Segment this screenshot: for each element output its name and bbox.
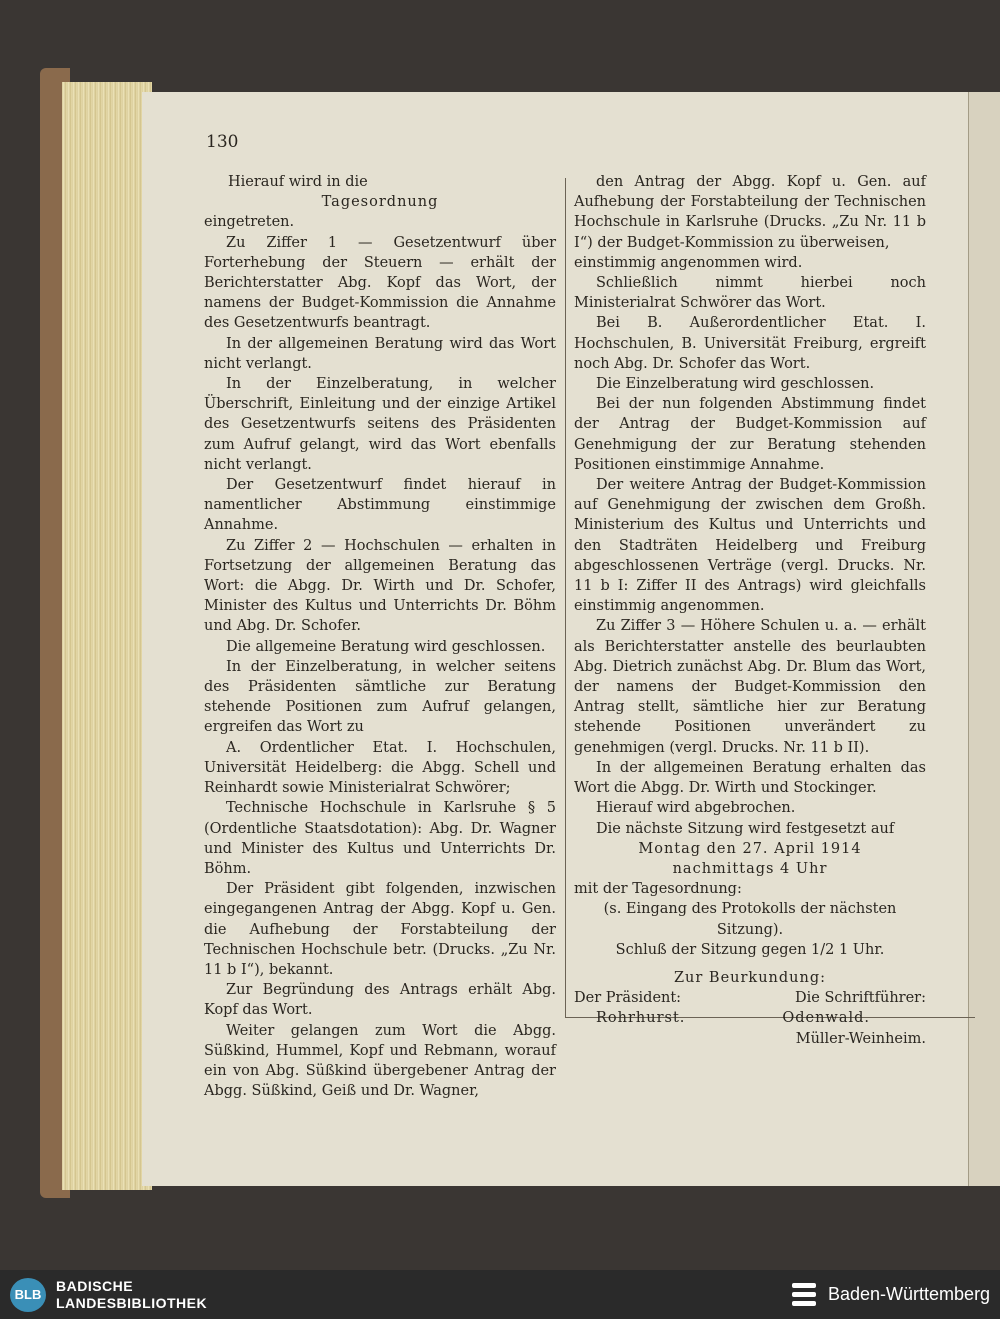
paragraph: Hierauf wird in die (228, 174, 368, 190)
blb-logo[interactable]: BLB (10, 1278, 46, 1312)
footer-bar (0, 1270, 1000, 1319)
column-divider (565, 178, 566, 1018)
paragraph: Der weitere Antrag der Budget-Kommission auf Genehmigung der zwischen dem Großh. Ministerium des Kultus und Unterrichts und den Stadträten Heidelberg und Freiburg abgeschlossenen Verträge (vergl. Drucks. Nr. 11 b I: Ziffer II des Antrags) wird gleichfalls einstimmig angenommen. (574, 477, 926, 615)
paragraph: In der allgemeinen Beratung wird das Wort nicht verlangt. (204, 335, 556, 372)
paragraph: A. Ordentlicher Etat. I. Hochschulen, Universität Heidelberg: die Abgg. Schell und Reinhardt sowie Ministerialrat Schwörer; (204, 739, 556, 797)
secretary-name-1: Odenwald. (782, 1010, 870, 1027)
paragraph: Weiter gelangen zum Wort die Abgg. Süßkind, Hummel, Kopf und Rebmann, worauf ein von Abg. Süßkind übergebener Antrag der Abgg. Süßkind, Geiß und Dr. Wagner, (204, 1022, 556, 1100)
facing-page-edge (968, 92, 1000, 1186)
paragraph: (s. Eingang des Protokolls der nächsten Sitzung). (603, 901, 897, 938)
paragraph: In der Einzelberatung, in welcher seitens des Präsidenten sämtliche zur Beratung stehende Positionen zum Aufruf gelangen, ergreifen das Wort zu (204, 658, 556, 736)
paragraph: Zu Ziffer 2 — Hochschulen — erhalten in Fortsetzung der allgemeinen Beratung das Wort: die Abgg. Dr. Wirth und Dr. Schofer, Minister des Kultus und Unterrichts Dr. Böhm und Abg. Dr. Schofer. (204, 537, 556, 635)
paragraph: eingetreten. (204, 214, 295, 231)
paragraph: Die Einzelberatung wird geschlossen. (596, 376, 875, 393)
paragraph: In der Einzelberatung, in welcher Überschrift, Einleitung und der einzige Artikel des Gesetzentwurfs seitens des Präsidenten zum Aufruf gelangt, wird das Wort ebenfalls nicht verlangt. (204, 376, 556, 473)
page-edges (62, 82, 152, 1190)
paragraph: den Antrag der Abgg. Kopf u. Gen. auf Aufhebung der Forstabteilung der Technischen Hochschule in Karlsruhe (Drucks. „Zu Nr. 11 b I“) der Budget-Kommission zu überweisen, (574, 174, 926, 251)
paragraph: Schließlich nimmt hierbei noch Ministerialrat Schwörer das Wort. (574, 275, 926, 312)
paragraph: Zu Ziffer 1 — Gesetzentwurf über Forterhebung der Steuern — erhält der Berichterstatter Abg. Kopf das Wort, der namens der Budget-Kommission die Annahme des Gesetzentwurfs beantragt. (204, 234, 556, 332)
paragraph: Die nächste Sitzung wird festgesetzt auf (596, 820, 895, 837)
signature-titles (574, 988, 926, 1008)
library-name-line1: BADISCHE (56, 1278, 134, 1294)
paragraph: mit der Tagesordnung: (574, 881, 742, 898)
paragraph: Hierauf wird abgebrochen. (596, 800, 796, 817)
library-name[interactable] (56, 1278, 207, 1312)
next-session-date: Montag den 27. April 1914 (638, 840, 862, 857)
state-name[interactable]: Baden-Württemberg (828, 1284, 991, 1304)
president-title: Der Präsident: (574, 990, 682, 1007)
secretary-name-2: Müller-Weinheim. (795, 1030, 926, 1047)
secretaries-title: Die Schriftführer: (795, 990, 926, 1007)
session-close: Schluß der Sitzung gegen 1/2 1 Uhr. (615, 941, 885, 958)
paragraph: Der Präsident gibt folgenden, inzwischen eingegangenen Antrag der Abgg. Kopf u. Gen. die Aufhebung der Forstabteilung der Technischen Hochschule betr. (Drucks. „Zu Nr. 11 b I“), bekannt. (204, 881, 556, 978)
left-column (204, 172, 556, 1101)
paragraph: Technische Hochschule in Karlsruhe § 5 (Ordentliche Staatsdotation): Abg. Dr. Wagner und Minister des Kultus und Unterrichts Dr. Böhm. (204, 800, 556, 877)
president-name: Rohrhurst. (596, 1010, 686, 1027)
paragraph: Bei der nun folgenden Abstimmung findet der Antrag der Budget-Kommission auf Genehmigung der zur Beratung stehenden Positionen einstimmige Annahme. (574, 396, 926, 473)
paragraph: In der allgemeinen Beratung erhalten das Wort die Abgg. Dr. Wirth und Stockinger. (574, 759, 926, 797)
signature-names (574, 1008, 926, 1028)
right-column (574, 172, 926, 1049)
paragraph: Bei B. Außerordentlicher Etat. I. Hochschulen, B. Universität Freiburg, ergreift noch Abg. Dr. Schofer das Wort. (574, 315, 926, 372)
library-name-line2: LANDESBIBLIOTHEK (56, 1295, 208, 1311)
paragraph: Zu Ziffer 3 — Höhere Schulen u. a. — erhält als Berichterstatter anstelle des beurlaubten Abg. Dietrich zunächst Abg. Dr. Blum das Wort, der namens der Budget-Kommission den Antrag stellt, sämtliche hier zur Beratung stehende Positionen unverändert zu genehmigen (vergl. Drucks. Nr. 11 b II). (574, 618, 926, 756)
paragraph: Zur Begründung des Antrags erhält Abg. Kopf das Wort. (204, 982, 556, 1019)
paragraph: Die allgemeine Beratung wird geschlossen. (226, 638, 546, 655)
paragraph: Der Gesetzentwurf findet hierauf in namentlicher Abstimmung einstimmige Annahme. (204, 477, 556, 534)
next-session-time: nachmittags 4 Uhr (672, 860, 828, 877)
paragraph: einstimmig angenommen wird. (574, 254, 803, 271)
heading-tagesordnung: Tagesordnung (321, 194, 439, 211)
lions-emblem-icon (790, 1280, 818, 1310)
page-number: 130 (206, 132, 239, 152)
heading-beurkundung: Zur Beurkundung: (673, 969, 827, 986)
